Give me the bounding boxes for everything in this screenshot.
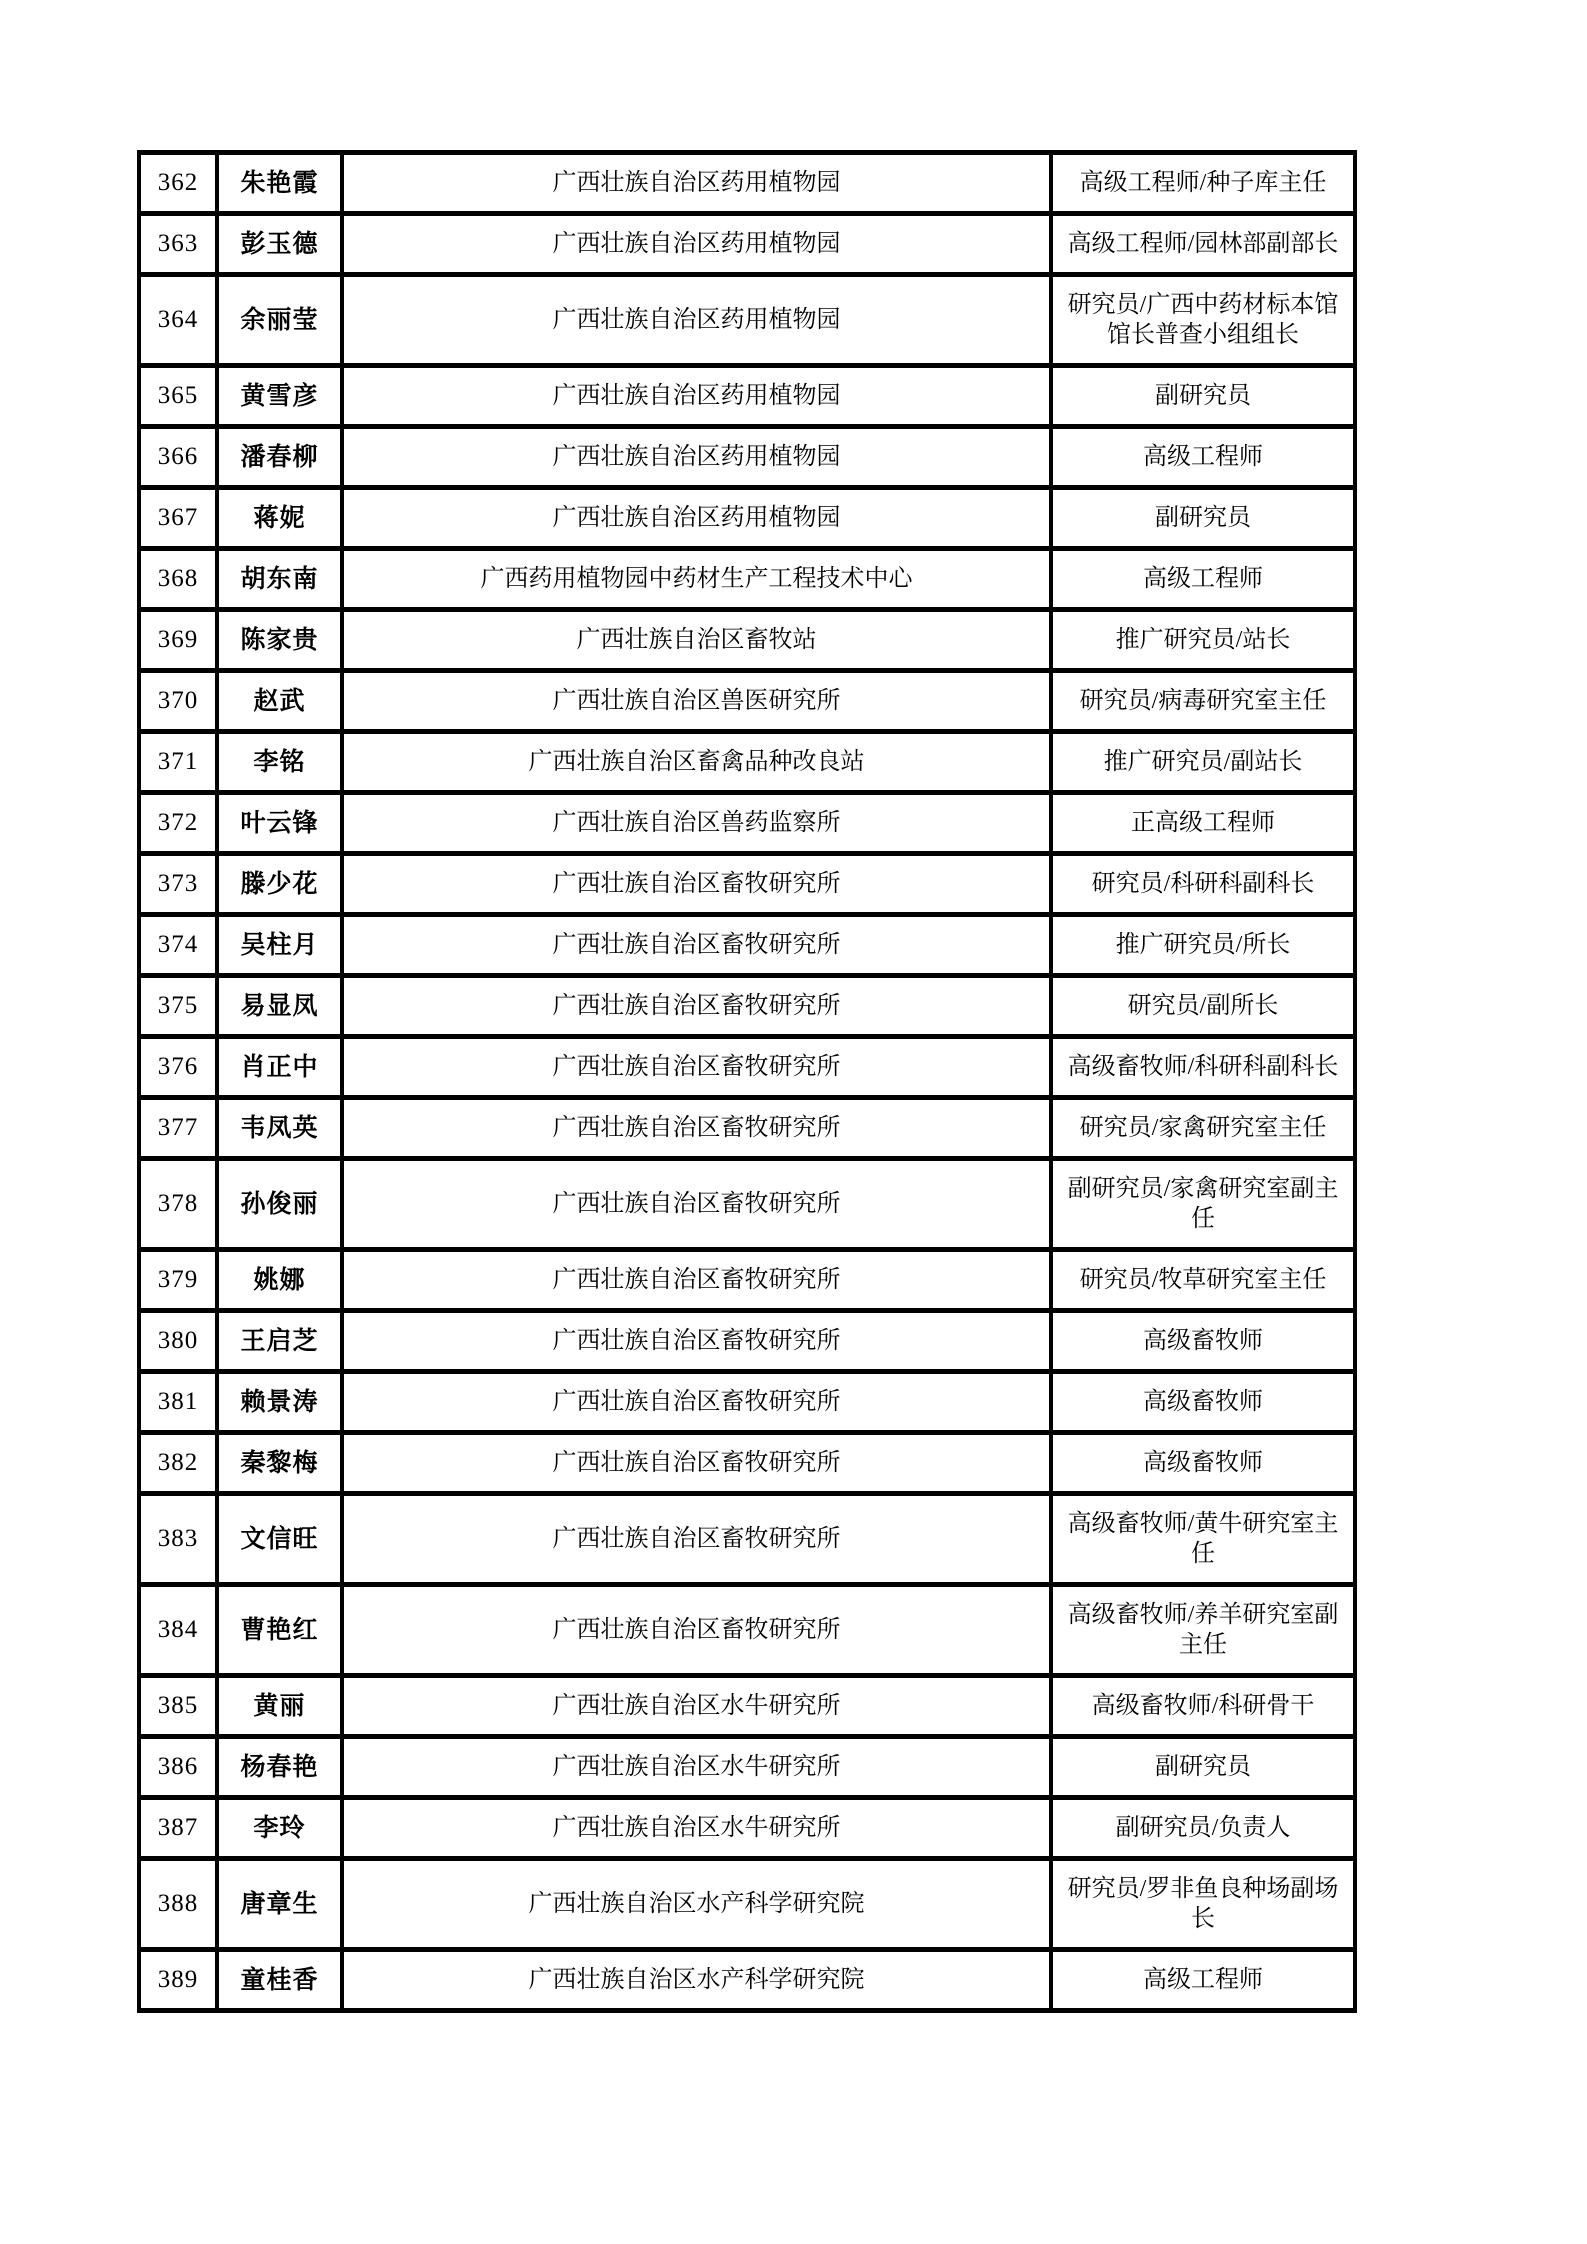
title-cell: 高级畜牧师 (1051, 1433, 1355, 1494)
row-number-cell: 376 (139, 1037, 217, 1098)
title-cell: 研究员/牧草研究室主任 (1051, 1250, 1355, 1311)
row-number-cell: 367 (139, 488, 217, 549)
name-cell: 蒋妮 (217, 488, 342, 549)
table-row (139, 1159, 1355, 1250)
title-cell: 副研究员 (1051, 488, 1355, 549)
organization-cell: 广西壮族自治区畜牧研究所 (342, 1372, 1051, 1433)
table-row (139, 1098, 1355, 1159)
name-cell: 黄丽 (217, 1676, 342, 1737)
table-row (139, 1737, 1355, 1798)
table-row (139, 1372, 1355, 1433)
row-number-cell: 385 (139, 1676, 217, 1737)
organization-cell: 广西壮族自治区水牛研究所 (342, 1737, 1051, 1798)
table-row (139, 1585, 1355, 1676)
table-row (139, 915, 1355, 976)
table-row (139, 610, 1355, 671)
organization-cell: 广西壮族自治区畜牧站 (342, 610, 1051, 671)
row-number-cell: 384 (139, 1585, 217, 1676)
table-row (139, 153, 1355, 214)
row-number-cell: 387 (139, 1798, 217, 1859)
organization-cell: 广西壮族自治区畜牧研究所 (342, 1494, 1051, 1585)
name-cell: 朱艳霞 (217, 153, 342, 214)
expert-list-table (137, 150, 1357, 2013)
table-row (139, 1494, 1355, 1585)
name-cell: 黄雪彦 (217, 366, 342, 427)
organization-cell: 广西壮族自治区兽医研究所 (342, 671, 1051, 732)
row-number-cell: 370 (139, 671, 217, 732)
title-cell: 研究员/广西中药材标本馆馆长普查小组组长 (1051, 275, 1355, 366)
name-cell: 文信旺 (217, 1494, 342, 1585)
organization-cell: 广西壮族自治区药用植物园 (342, 427, 1051, 488)
table-row (139, 214, 1355, 275)
row-number-cell: 388 (139, 1859, 217, 1950)
name-cell: 韦凤英 (217, 1098, 342, 1159)
row-number-cell: 383 (139, 1494, 217, 1585)
row-number-cell: 363 (139, 214, 217, 275)
organization-cell: 广西壮族自治区畜牧研究所 (342, 976, 1051, 1037)
row-number-cell: 374 (139, 915, 217, 976)
title-cell: 高级工程师 (1051, 427, 1355, 488)
title-cell: 推广研究员/副站长 (1051, 732, 1355, 793)
organization-cell: 广西壮族自治区药用植物园 (342, 488, 1051, 549)
organization-cell: 广西壮族自治区畜牧研究所 (342, 1098, 1051, 1159)
table-row (139, 366, 1355, 427)
name-cell: 秦黎梅 (217, 1433, 342, 1494)
table-row (139, 671, 1355, 732)
title-cell: 高级工程师 (1051, 549, 1355, 610)
table-row (139, 275, 1355, 366)
table-row (139, 1798, 1355, 1859)
row-number-cell: 389 (139, 1950, 217, 2011)
organization-cell: 广西药用植物园中药材生产工程技术中心 (342, 549, 1051, 610)
organization-cell: 广西壮族自治区畜牧研究所 (342, 1585, 1051, 1676)
title-cell: 高级畜牧师 (1051, 1372, 1355, 1433)
name-cell: 吴柱月 (217, 915, 342, 976)
organization-cell: 广西壮族自治区畜牧研究所 (342, 915, 1051, 976)
organization-cell: 广西壮族自治区药用植物园 (342, 153, 1051, 214)
title-cell: 研究员/罗非鱼良种场副场长 (1051, 1859, 1355, 1950)
title-cell: 推广研究员/所长 (1051, 915, 1355, 976)
organization-cell: 广西壮族自治区兽药监察所 (342, 793, 1051, 854)
title-cell: 研究员/副所长 (1051, 976, 1355, 1037)
organization-cell: 广西壮族自治区药用植物园 (342, 366, 1051, 427)
table-row (139, 549, 1355, 610)
row-number-cell: 371 (139, 732, 217, 793)
table-row (139, 1433, 1355, 1494)
row-number-cell: 386 (139, 1737, 217, 1798)
table-row (139, 1311, 1355, 1372)
title-cell: 高级工程师 (1051, 1950, 1355, 2011)
expert-table-body (139, 153, 1355, 2011)
title-cell: 高级畜牧师/科研骨干 (1051, 1676, 1355, 1737)
table-row (139, 1250, 1355, 1311)
title-cell: 高级工程师/园林部副部长 (1051, 214, 1355, 275)
table-row (139, 427, 1355, 488)
name-cell: 童桂香 (217, 1950, 342, 2011)
table-row (139, 793, 1355, 854)
title-cell: 研究员/科研科副科长 (1051, 854, 1355, 915)
row-number-cell: 373 (139, 854, 217, 915)
row-number-cell: 369 (139, 610, 217, 671)
name-cell: 曹艳红 (217, 1585, 342, 1676)
name-cell: 胡东南 (217, 549, 342, 610)
table-row (139, 488, 1355, 549)
name-cell: 赖景涛 (217, 1372, 342, 1433)
name-cell: 叶云锋 (217, 793, 342, 854)
name-cell: 赵武 (217, 671, 342, 732)
organization-cell: 广西壮族自治区畜牧研究所 (342, 1433, 1051, 1494)
row-number-cell: 377 (139, 1098, 217, 1159)
organization-cell: 广西壮族自治区畜牧研究所 (342, 1250, 1051, 1311)
table-row (139, 1859, 1355, 1950)
title-cell: 推广研究员/站长 (1051, 610, 1355, 671)
row-number-cell: 368 (139, 549, 217, 610)
organization-cell: 广西壮族自治区水产科学研究院 (342, 1859, 1051, 1950)
name-cell: 余丽莹 (217, 275, 342, 366)
row-number-cell: 378 (139, 1159, 217, 1250)
name-cell: 王启芝 (217, 1311, 342, 1372)
organization-cell: 广西壮族自治区水牛研究所 (342, 1798, 1051, 1859)
row-number-cell: 375 (139, 976, 217, 1037)
name-cell: 孙俊丽 (217, 1159, 342, 1250)
title-cell: 高级畜牧师/科研科副科长 (1051, 1037, 1355, 1098)
row-number-cell: 380 (139, 1311, 217, 1372)
row-number-cell: 372 (139, 793, 217, 854)
organization-cell: 广西壮族自治区畜牧研究所 (342, 1159, 1051, 1250)
title-cell: 研究员/家禽研究室主任 (1051, 1098, 1355, 1159)
table-row (139, 1037, 1355, 1098)
title-cell: 高级畜牧师/黄牛研究室主任 (1051, 1494, 1355, 1585)
name-cell: 易显凤 (217, 976, 342, 1037)
organization-cell: 广西壮族自治区畜牧研究所 (342, 1311, 1051, 1372)
name-cell: 陈家贵 (217, 610, 342, 671)
title-cell: 副研究员/负责人 (1051, 1798, 1355, 1859)
table-row (139, 732, 1355, 793)
row-number-cell: 362 (139, 153, 217, 214)
name-cell: 彭玉德 (217, 214, 342, 275)
organization-cell: 广西壮族自治区药用植物园 (342, 214, 1051, 275)
name-cell: 姚娜 (217, 1250, 342, 1311)
row-number-cell: 379 (139, 1250, 217, 1311)
title-cell: 高级工程师/种子库主任 (1051, 153, 1355, 214)
organization-cell: 广西壮族自治区畜牧研究所 (342, 1037, 1051, 1098)
name-cell: 潘春柳 (217, 427, 342, 488)
title-cell: 副研究员/家禽研究室副主任 (1051, 1159, 1355, 1250)
title-cell: 副研究员 (1051, 366, 1355, 427)
name-cell: 杨春艳 (217, 1737, 342, 1798)
organization-cell: 广西壮族自治区水产科学研究院 (342, 1950, 1051, 2011)
organization-cell: 广西壮族自治区畜牧研究所 (342, 854, 1051, 915)
name-cell: 滕少花 (217, 854, 342, 915)
table-row (139, 854, 1355, 915)
row-number-cell: 364 (139, 275, 217, 366)
table-row (139, 976, 1355, 1037)
title-cell: 研究员/病毒研究室主任 (1051, 671, 1355, 732)
title-cell: 高级畜牧师 (1051, 1311, 1355, 1372)
name-cell: 唐章生 (217, 1859, 342, 1950)
row-number-cell: 381 (139, 1372, 217, 1433)
row-number-cell: 382 (139, 1433, 217, 1494)
row-number-cell: 366 (139, 427, 217, 488)
table-row (139, 1676, 1355, 1737)
title-cell: 正高级工程师 (1051, 793, 1355, 854)
table-row (139, 1950, 1355, 2011)
organization-cell: 广西壮族自治区水牛研究所 (342, 1676, 1051, 1737)
title-cell: 副研究员 (1051, 1737, 1355, 1798)
name-cell: 肖正中 (217, 1037, 342, 1098)
name-cell: 李玲 (217, 1798, 342, 1859)
organization-cell: 广西壮族自治区畜禽品种改良站 (342, 732, 1051, 793)
title-cell: 高级畜牧师/养羊研究室副主任 (1051, 1585, 1355, 1676)
name-cell: 李铭 (217, 732, 342, 793)
organization-cell: 广西壮族自治区药用植物园 (342, 275, 1051, 366)
row-number-cell: 365 (139, 366, 217, 427)
